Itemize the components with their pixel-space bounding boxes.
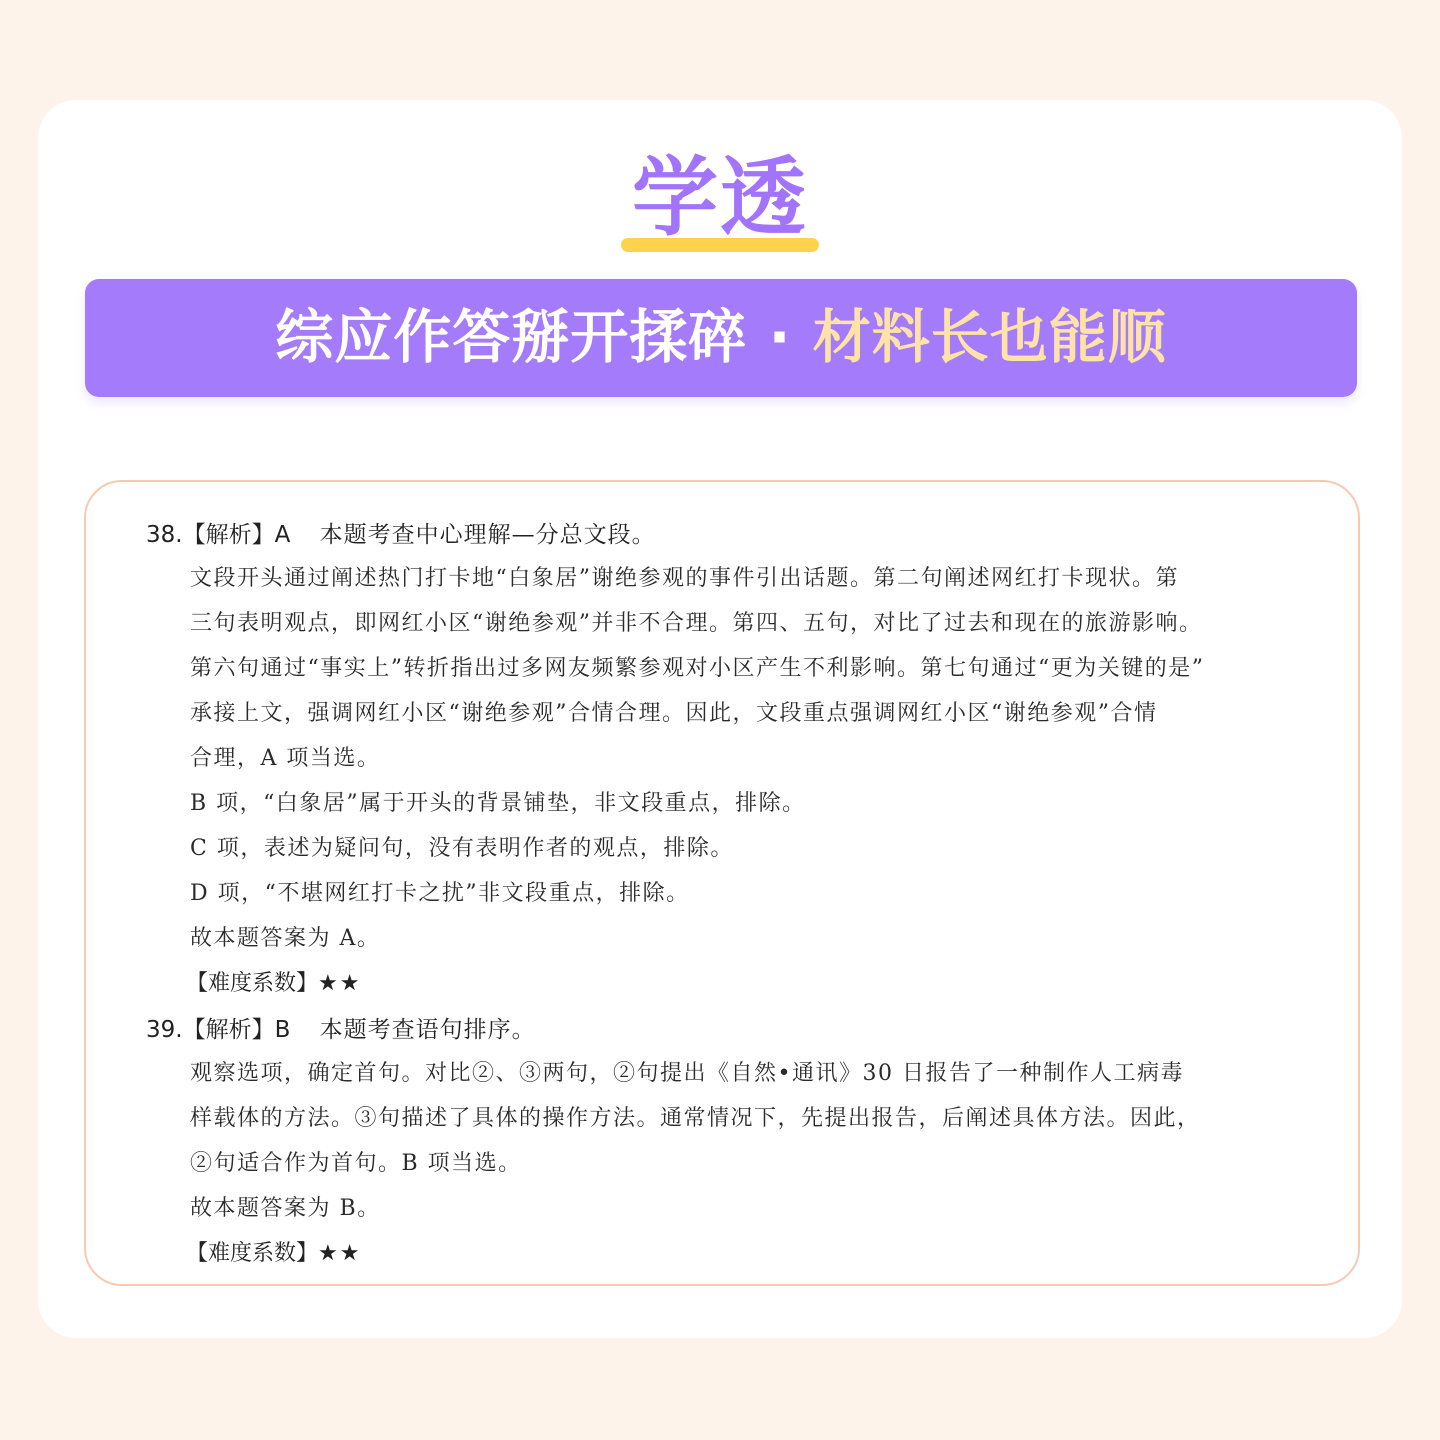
- answer-letter: A: [274, 522, 291, 548]
- question-topic: 本题考查中心理解—分总文段。: [319, 522, 656, 548]
- content-card: [38, 100, 1402, 1338]
- banner-pointer: [233, 381, 275, 423]
- q38-line-1: 文段开头通过阐述热门打卡地“白象居”谢绝参观的事件引出话题。第二句阐述网红打卡现状。第: [190, 566, 1179, 591]
- q38-option-c: C 项，表述为疑问句，没有表明作者的观点，排除。: [190, 836, 734, 861]
- answer-letter: B: [274, 1017, 291, 1043]
- analysis-tag: 【解析】: [182, 522, 275, 548]
- q39-line-3: ②句适合作为首句。B 项当选。: [190, 1151, 522, 1176]
- q39-line-2: 样载体的方法。③句描述了具体的操作方法。通常情况下，先提出报告，后阐述具体方法。因此，: [190, 1106, 1201, 1131]
- q39-conclusion: 故本题答案为 B。: [190, 1196, 381, 1221]
- analysis-tag: 【解析】: [182, 1017, 275, 1043]
- q38-conclusion: 故本题答案为 A。: [190, 926, 381, 951]
- q39-difficulty: [186, 1236, 361, 1267]
- q38-line-2: 三句表明观点，即网红小区“谢绝参观”并非不合理。第四、五句，对比了过去和现在的旅游影响。: [190, 611, 1203, 636]
- q38-option-d: D 项，“不堪网红打卡之扰”非文段重点，排除。: [190, 881, 690, 906]
- difficulty-stars: ★★: [318, 1241, 362, 1266]
- banner-text-white: 综应作答掰开揉碎 ·: [275, 303, 813, 371]
- question-number: 39.: [146, 1017, 183, 1043]
- title-text: 学透: [632, 148, 808, 248]
- difficulty-label: 【难度系数】: [186, 971, 319, 996]
- subtitle-banner: [85, 279, 1357, 397]
- difficulty-label: 【难度系数】: [186, 1241, 319, 1266]
- difficulty-stars: ★★: [318, 971, 362, 996]
- q39-line-1: 观察选项，确定首句。对比②、③两句，②句提出《自然•通讯》30 日报告了一种制作人工病毒: [190, 1061, 1184, 1086]
- q38-line-4: 承接上文，强调网红小区“谢绝参观”合情合理。因此，文段重点强调网红小区“谢绝参观”合情: [190, 701, 1158, 726]
- q38-option-b: B 项，“白象居”属于开头的背景铺垫，非文段重点，排除。: [190, 791, 806, 816]
- q38-line-5: 合理，A 项当选。: [190, 746, 381, 771]
- question-38-header: [146, 516, 1418, 549]
- banner-text-yellow: 材料长也能顺: [812, 303, 1167, 371]
- banner-text: [275, 305, 1166, 369]
- question-number: 38.: [146, 522, 183, 548]
- q38-difficulty: [186, 966, 361, 997]
- question-topic: 本题考查语句排序。: [319, 1017, 536, 1043]
- question-39-header: [146, 1011, 1418, 1044]
- analysis-box: [84, 480, 1360, 1286]
- q38-line-3: 第六句通过“事实上”转折指出过多网友频繁参观对小区产生不利影响。第七句通过“更为关键的是”: [190, 656, 1205, 681]
- main-title: [38, 146, 1402, 256]
